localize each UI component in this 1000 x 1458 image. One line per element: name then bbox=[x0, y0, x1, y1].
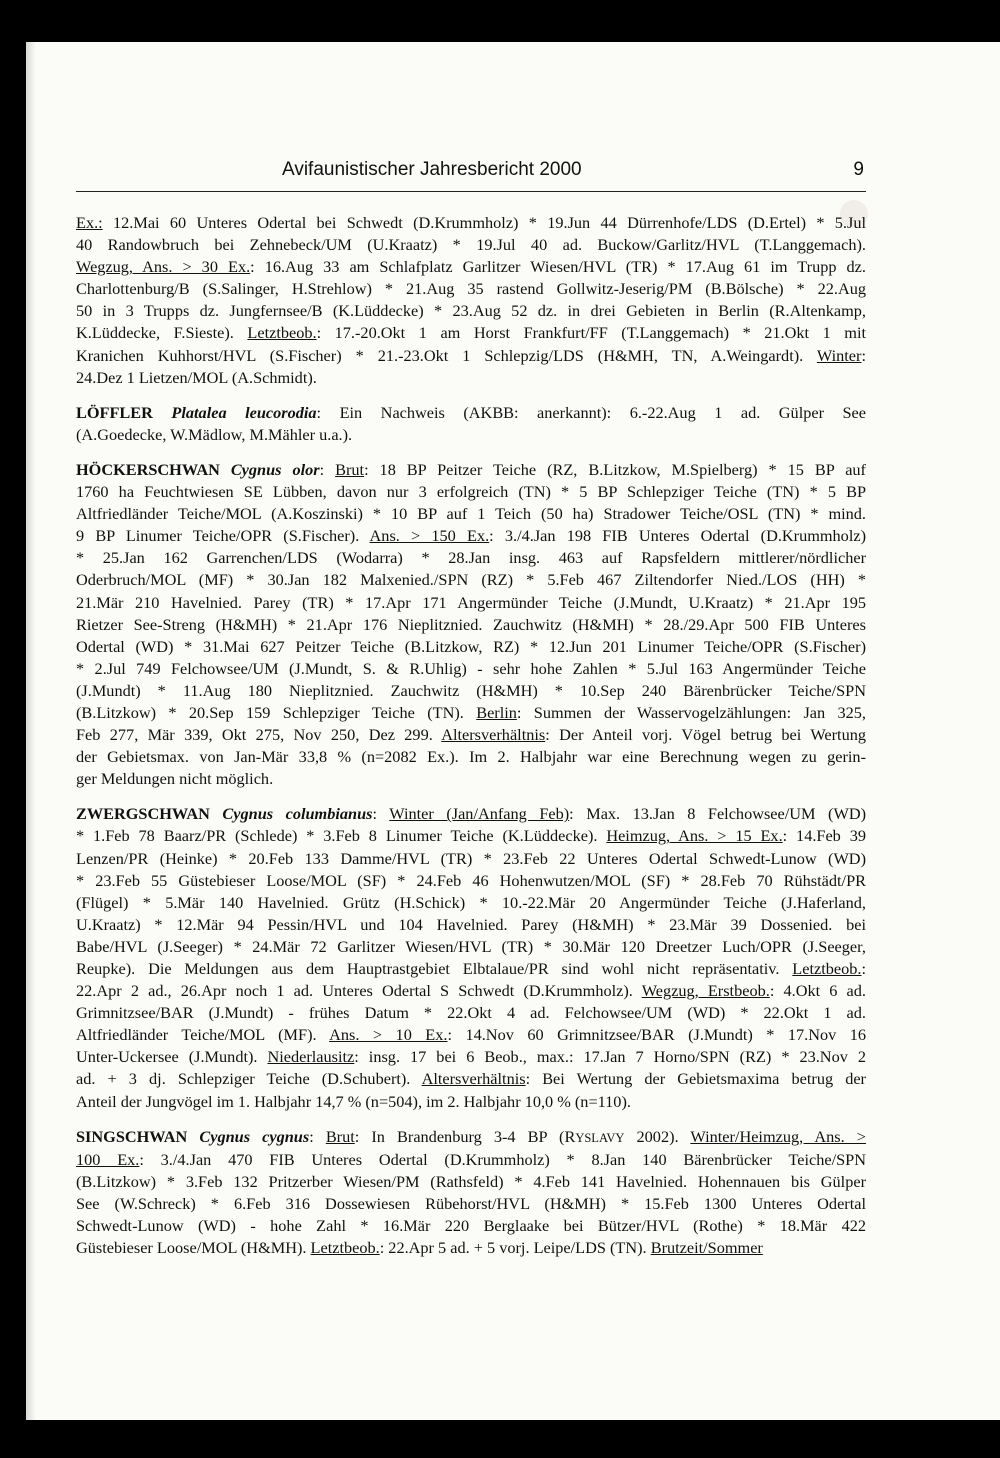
text-line: (B.Litzkow) * 20.Sep 159 Schlepziger Teiche (TN). Berlin: Summen der Wasservogelzählungen: Jan 325, bbox=[76, 702, 867, 722]
text-line: Odertal (WD) * 31.Mai 627 Peitzer Teiche (B.Litzkow, RZ) * 12.Jun 201 Linumer Teiche/OPR (S.Fischer) bbox=[76, 636, 866, 656]
text-line: Rietzer See-Streng (H&MH) * 21.Apr 176 Nieplitznied. Zauchwitz (H&MH) * 28./29.Apr 500 FIB Unteres bbox=[76, 614, 866, 634]
body-text bbox=[76, 212, 866, 1272]
text-line: 40 Randowbruch bei Zehnebeck/UM (U.Kraatz) * 19.Jul 40 ad. Buckow/Garlitz/HVL (T.Langgemach). bbox=[76, 235, 866, 255]
text-line: Oderbruch/MOL (MF) * 30.Jan 182 Malxenied./SPN (RZ) * 5.Feb 467 Ziltendorfer Nied./LOS (HH) * bbox=[76, 570, 866, 590]
text-line: SINGSCHWAN Cygnus cygnus: Brut: In Brandenburg 3-4 BP (RYSLAVY 2002). Winter/Heimzug, Ans. > bbox=[76, 1126, 866, 1146]
text-line: Schwedt-Lunow (WD) - hohe Zahl * 16.Mär 220 Berglaake bei Bützer/HVL (Rothe) * 18.Mär 422 bbox=[76, 1216, 866, 1236]
text-line: * 25.Jan 162 Garrenchen/LDS (Wodarra) * 28.Jan insg. 463 auf Rapsfeldern mittlerer/nördlicher bbox=[76, 548, 866, 568]
text-line: Güstebieser Loose/MOL (H&MH). Letztbeob.: 22.Apr 5 ad. + 5 vorj. Leipe/LDS (TN). Brutzeit/Sommer bbox=[76, 1238, 763, 1258]
text-line: HÖCKERSCHWAN Cygnus olor: Brut: 18 BP Peitzer Teiche (RZ, B.Litzkow, M.Spielberg) * 15 BP auf bbox=[76, 459, 866, 479]
text-line: (Flügel) * 5.Mär 140 Havelnied. Grütz (H.Schick) * 10.-22.Mär 20 Angermünder Teiche (J.Haferland, bbox=[76, 892, 866, 912]
text-line: 21.Mär 210 Havelnied. Parey (TR) * 17.Apr 171 Angermünder Teiche (J.Mundt, U.Kraatz) * 21.Apr 195 bbox=[76, 592, 866, 612]
text-line: See (W.Schreck) * 6.Feb 316 Dossewiesen Rübehorst/HVL (H&MH) * 15.Feb 1300 Unteres Odertal bbox=[76, 1193, 866, 1213]
text-line: Reupke). Die Meldungen aus dem Hauptrastgebiet Elbtalaue/PR sind wohl nicht repräsentativ. Letztbeob.: bbox=[76, 959, 866, 978]
running-head-title: Avifaunistischer Jahresbericht 2000 bbox=[282, 159, 582, 180]
text-line: Wegzug, Ans. > 30 Ex.: 16.Aug 33 am Schlafplatz Garlitzer Wiesen/HVL (TR) * 17.Aug 61 im Trupp dz. bbox=[76, 257, 866, 277]
text-line: 50 in 3 Trupps dz. Jungfernsee/B (K.Lüddecke) * 23.Aug 52 dz. in drei Gebieten in Berlin (R.Altenkamp, bbox=[76, 301, 866, 321]
text-line: Lenzen/PR (Heinke) * 20.Feb 133 Damme/HVL (TR) * 23.Feb 22 Unteres Odertal Schwedt-Lunow (WD) bbox=[76, 848, 866, 868]
running-head bbox=[76, 157, 866, 192]
text-paragraph bbox=[76, 1126, 866, 1260]
text-line: Babe/HVL (J.Seeger) * 24.Mär 72 Garlitzer Wiesen/HVL (TR) * 30.Mär 120 Dreetzer Luch/OPR (J.Seeger, bbox=[76, 936, 866, 956]
text-line: (J.Mundt) * 11.Aug 180 Nieplitznied. Zauchwitz (H&MH) * 10.Sep 240 Bärenbrücker Teiche/SPN bbox=[76, 680, 866, 700]
text-line: 22.Apr 2 ad., 26.Apr noch 1 ad. Unteres Odertal S Schwedt (D.Krummholz). Wegzug, Erstbeob.: 4.Okt 6 ad. bbox=[76, 981, 866, 1001]
text-line: U.Kraatz) * 12.Mär 94 Pessin/HVL und 104 Havelnied. Parey (H&MH) * 23.Mär 39 Dossenied. bei bbox=[76, 914, 866, 934]
text-line: K.Lüddecke, F.Sieste). Letztbeob.: 17.-20.Okt 1 am Horst Frankfurt/FF (T.Langgemach) * 21.Okt 1 mit bbox=[76, 323, 866, 343]
text-line: Kranichen Kuhhorst/HVL (S.Fischer) * 21.-23.Okt 1 Schlepzig/LDS (H&MH, TN, A.Weingardt). Winter: bbox=[76, 345, 866, 365]
text-line: Altfriedländer Teiche/MOL (A.Koszinski) * 10 BP auf 1 Teich (50 ha) Stradower Teiche/OSL (TN) * mind. bbox=[76, 504, 866, 524]
text-line: Anteil der Jungvögel im 1. Halbjahr 14,7 % (n=504), im 2. Halbjahr 10,0 % (n=110). bbox=[76, 1091, 631, 1111]
text-line: der Gebietsmax. von Jan-Mär 33,8 % (n=2082 Ex.). Im 2. Halbjahr war eine Berechnung wegen zu gerin- bbox=[76, 747, 866, 767]
text-line: LÖFFLER Platalea leucorodia: Ein Nachweis (AKBB: anerkannt): 6.-22.Aug 1 ad. Gülper See bbox=[76, 402, 867, 422]
text-paragraph bbox=[76, 803, 866, 1112]
text-line: 1760 ha Feuchtwiesen SE Lübben, davon nur 3 erfolgreich (TN) * 5 BP Schlepziger Teiche (TN) * 5 BP bbox=[76, 482, 866, 502]
text-line: 9 BP Linumer Teiche/OPR (S.Fischer). Ans. > 150 Ex.: 3./4.Jan 198 FIB Unteres Odertal (D.Krummholz) bbox=[76, 526, 866, 546]
text-line: Charlottenburg/B (S.Salinger, H.Strehlow) * 21.Aug 35 rastend Gollwitz-Jeserig/PM (B.Bölsche) * 22.Aug bbox=[76, 279, 866, 299]
text-line: Grimnitzsee/BAR (J.Mundt) - frühes Datum * 22.Okt 4 ad. Felchowsee/UM (WD) * 22.Okt 1 ad. bbox=[76, 1003, 866, 1023]
text-line: Altfriedländer Teiche/MOL (MF). Ans. > 10 Ex.: 14.Nov 60 Grimnitzsee/BAR (J.Mundt) * 17.Nov 16 bbox=[76, 1025, 866, 1045]
text-line: * 1.Feb 78 Baarz/PR (Schlede) * 3.Feb 8 Linumer Teiche (K.Lüddecke). Heimzug, Ans. > 15 Ex.: 14.Feb 39 bbox=[76, 826, 866, 846]
text-line: * 23.Feb 55 Güstebieser Loose/MOL (SF) * 24.Feb 46 Hohenwutzen/MOL (SF) * 28.Feb 70 Rühstädt/PR bbox=[76, 870, 866, 890]
text-line: ZWERGSCHWAN Cygnus columbianus: Winter (Jan/Anfang Feb): Max. 13.Jan 8 Felchowsee/UM (WD) bbox=[76, 804, 866, 824]
text-paragraph bbox=[76, 402, 866, 446]
page-gutter-shadow bbox=[26, 42, 36, 1420]
text-line: 24.Dez 1 Lietzen/MOL (A.Schmidt). bbox=[76, 367, 317, 387]
page-number: 9 bbox=[853, 159, 864, 180]
text-line: ger Meldungen nicht möglich. bbox=[76, 769, 274, 789]
text-line: * 2.Jul 749 Felchowsee/UM (J.Mundt, S. & R.Uhlig) - sehr hohe Zahlen * 5.Jul 163 Angermünder Teiche bbox=[76, 658, 866, 678]
text-paragraph bbox=[76, 459, 866, 790]
book-page bbox=[26, 42, 1000, 1420]
text-line: Unter-Uckersee (J.Mundt). Niederlausitz: insg. 17 bei 6 Beob., max.: 17.Jan 7 Horno/SPN (RZ) * 23.Nov 2 bbox=[76, 1047, 866, 1067]
text-line: (B.Litzkow) * 3.Feb 132 Pritzerber Wiesen/PM (Rathsfeld) * 4.Feb 141 Havelnied. Hohennauen bis Gülper bbox=[76, 1171, 866, 1191]
text-line: Ex.: 12.Mai 60 Unteres Odertal bei Schwedt (D.Krummholz) * 19.Jun 44 Dürrenhofe/LDS (D.Ertel) * 5.Jul bbox=[76, 213, 866, 232]
text-paragraph bbox=[76, 212, 866, 389]
text-line: Feb 277, Mär 339, Okt 275, Nov 250, Dez 299. Altersverhältnis: Der Anteil vorj. Vögel betrug bei Wertung bbox=[76, 725, 867, 745]
text-line: ad. + 3 dj. Schlepziger Teiche (D.Schubert). Altersverhältnis: Bei Wertung der Gebietsmaxima betrug der bbox=[76, 1069, 866, 1089]
text-line: (A.Goedecke, W.Mädlow, M.Mähler u.a.). bbox=[76, 424, 353, 444]
text-line: 100 Ex.: 3./4.Jan 470 FIB Unteres Odertal (D.Krummholz) * 8.Jan 140 Bärenbrücker Teiche/SPN bbox=[76, 1149, 866, 1169]
